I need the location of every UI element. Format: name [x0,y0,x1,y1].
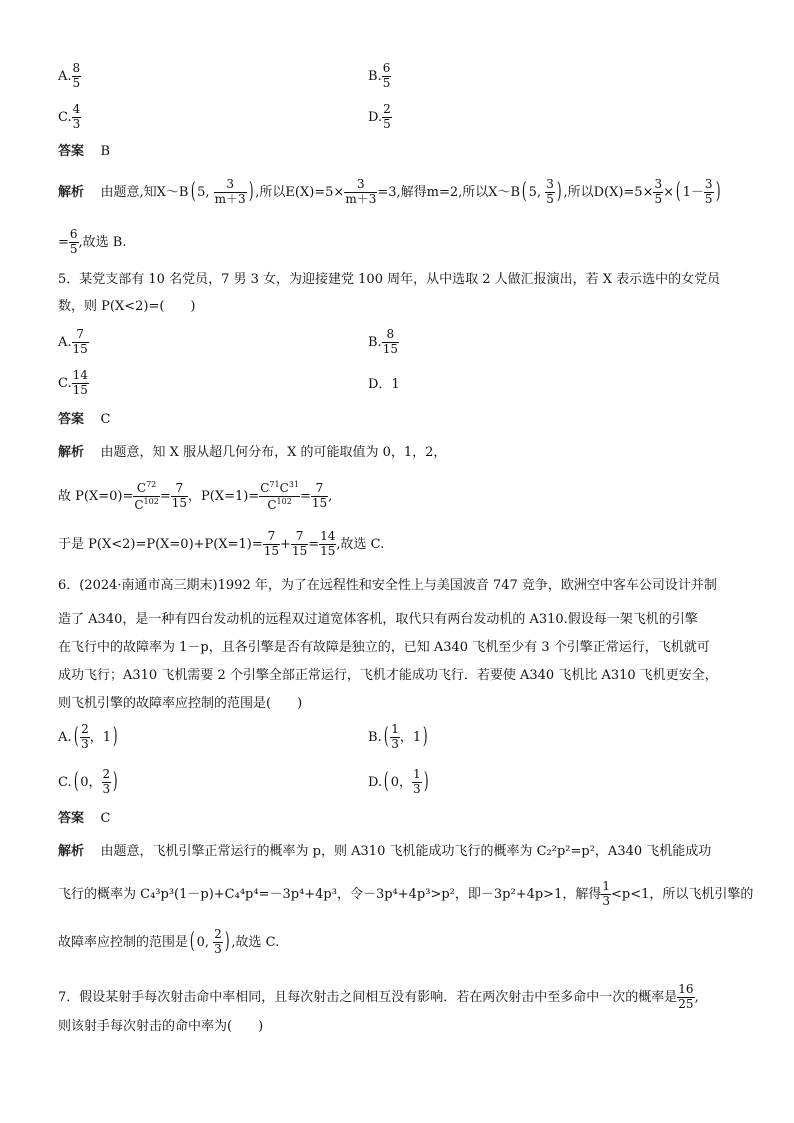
q5-option-d: D．1 [368,377,400,392]
q5-stem-line2: 数，则 P(X<2)=( ) [58,299,196,314]
q5-analysis-line3: 于是 P(X<2)=P(X=0)+P(X=1)= $\frac{7}{15}$ + $\frac{7}{15}$ = $\frac{14}{15}$ ,故选 C. [58,529,385,558]
q6-answer: 答案 C [58,811,111,826]
q6-stem-line2: 造了 A340，是一种有四台发动机的远程双过道宽体客机，取代只有两台发动机的 A310.假设每一架飞机的引擎 [58,612,698,627]
q5-answer: 答案 C [58,412,111,427]
q5-analysis: 解析 由题意，知 X 服从超几何分布，X 的可能取值为 0，1，2， [58,445,447,460]
q4-option-a: A. $\frac{8}{5}$ [58,61,81,90]
q4-option-c: C. $\frac{4}{3}$ [58,102,81,131]
q7-stem-line2: 则该射手每次射击的命中率为( ) [58,1019,264,1034]
q6-stem-line5: 则飞机引擎的故障率应控制的范围是( ) [58,696,303,711]
q6-stem-line1: 6．(2024·南通市高三期末)1992 年，为了在远程性和安全性上与美国波音 747 竞争，欧洲空中客车公司设计并制 [58,578,717,593]
q6-analysis-line3: 故障率应控制的范围是( 0, $\frac{2}{3}$ ) ,故选 C. [58,927,280,956]
q6-option-d: D.( 0， $\frac{1}{3}$ ) [368,767,429,796]
q6-option-c: C.( 0， $\frac{2}{3}$ ) [58,767,118,796]
q6-analysis-line2: 飞行的概率为 C₄³p³(1－p)+C₄⁴p⁴=－3p⁴+4p³，令－3p⁴+4p³>p²，即－3p²+4p>1，解得 $\frac{1}{3}$ <p<1，所以飞机引擎的 [58,879,754,908]
q4-answer: 答案 B [58,144,111,159]
q6-stem-line4: 成功飞行；A310 飞机需要 2 个引擎全部正常运行，飞机才能成功飞行．若要使 A340 飞机比 A310 飞机更安全， [58,668,718,683]
q6-option-b: B.( $\frac{1}{3}$ ，1) [368,722,428,751]
q4-analysis: 解析 由题意,知X～B( 5, $\frac{3}{m+3}$ ) ,所以E(X)=5× $\frac{3}{m+3}$ =3,解得m=2,所以X～B( 5, $\frac{3}{5}$ ) ,所以D(X)=5× $\frac{3}{5}$ ×( 1－ $\frac{3}{5}$ ) [58,177,721,206]
q7-stem-line1: 7．假设某射手每次射击命中率相同，且每次射击之间相互没有影响．若在两次射击中至多命中一次的概率是 $\frac{16}{25}$ , [58,982,699,1011]
q5-stem-line1: 5．某党支部有 10 名党员，7 男 3 女，为迎接建党 100 周年，从中选取 2 人做汇报演出，若 X 表示选中的女党员 [58,272,721,287]
q5-option-b: B. $\frac{8}{15}$ [368,327,398,356]
q4-option-b: B. $\frac{6}{5}$ [368,61,391,90]
q5-analysis-line2: 故 P(X=0)= $\frac{C^{72}}{C^{102}}$ = $\frac{7}{15}$ ，P(X=1)= $\frac{C^{71}C^{31}}{C^{102}}$ = $\frac{7}{15}$ , [58,480,333,512]
q5-option-a: A. $\frac{7}{15}$ [58,327,88,356]
q4-option-d: D. $\frac{2}{5}$ [368,102,391,131]
q6-option-a: A.( $\frac{2}{3}$ ，1) [58,722,118,751]
q5-option-c: C. $\frac{14}{15}$ [58,368,88,397]
q6-analysis: 解析 由题意，飞机引擎正常运行的概率为 p，则 A310 飞机能成功飞行的概率为 C₂²p²=p²，A340 飞机能成功 [58,844,712,859]
q4-analysis-end: = $\frac{6}{5}$ ,故选 B. [58,227,127,256]
q6-stem-line3: 在飞行中的故障率为 1－p，且各引擎是否有故障是独立的，已知 A340 飞机至少有 3 个引擎正常运行，飞机就可 [58,640,710,655]
